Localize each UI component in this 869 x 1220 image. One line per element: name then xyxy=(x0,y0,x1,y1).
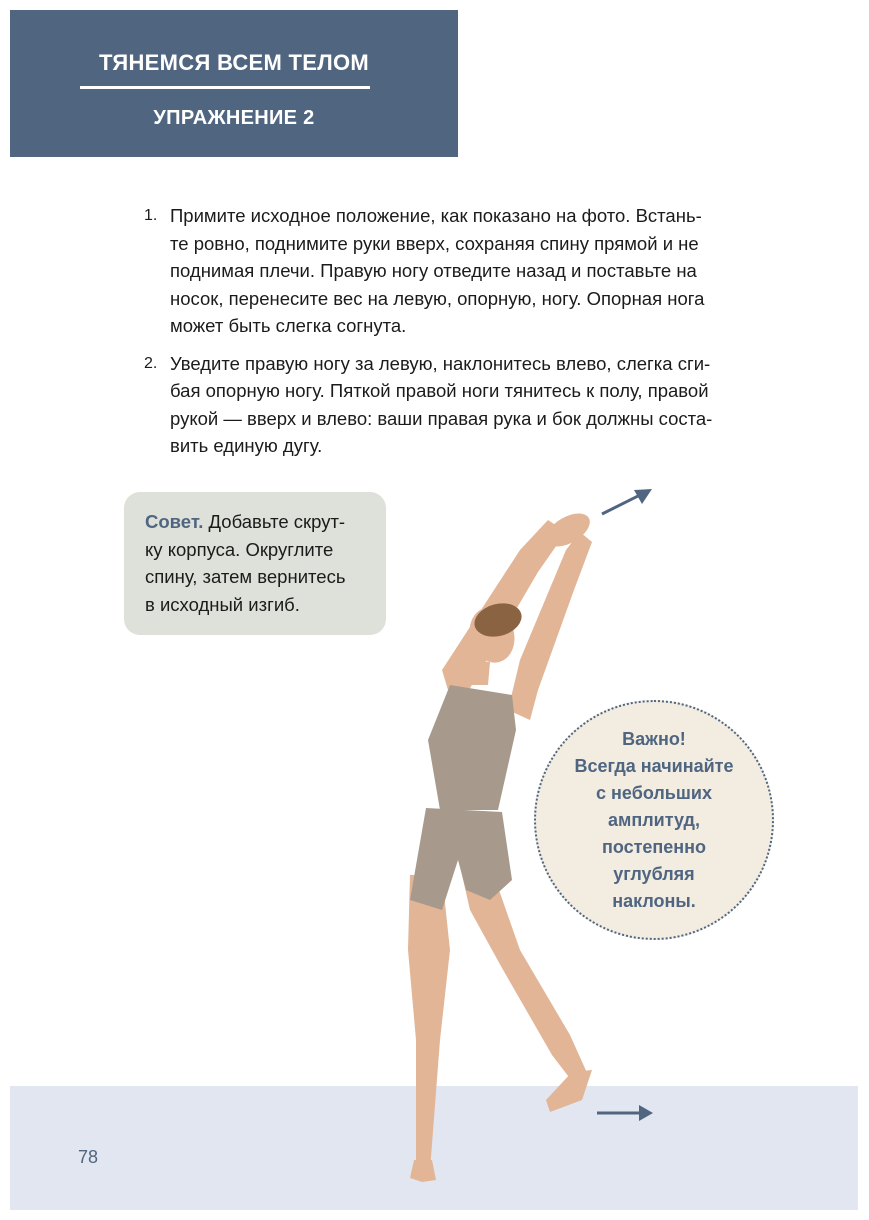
tip-line: Добавьте скрут- xyxy=(203,511,346,532)
tip-line: спину, затем вернитесь xyxy=(145,566,346,587)
exercise-subtitle: УПРАЖНЕНИЕ 2 xyxy=(153,107,315,129)
tip-line: в исходный изгиб. xyxy=(145,593,300,615)
important-line: Важно! xyxy=(622,728,686,749)
important-note xyxy=(534,700,774,940)
step-number: 1. xyxy=(144,207,158,224)
important-line: наклоны. xyxy=(612,890,696,911)
header-divider xyxy=(80,86,370,89)
important-line: амплитуд, xyxy=(608,809,700,830)
step-line: те ровно, поднимите руки вверх, сохраняя спину прямой и не xyxy=(170,232,699,254)
exercise-steps xyxy=(140,202,770,470)
chapter-header xyxy=(10,10,458,157)
important-line: Всегда начинайте xyxy=(574,755,734,776)
important-line: с небольших xyxy=(596,782,712,803)
step-line: рукой — вверх и влево: ваши правая рука и бок должны соста- xyxy=(170,407,713,429)
chapter-title: ТЯНЕМСЯ ВСЕМ ТЕЛОМ xyxy=(98,50,370,75)
step-number: 2. xyxy=(144,354,158,372)
step-line: Уведите правую ногу за левую, наклонитесь влево, слегка сги- xyxy=(170,352,711,374)
step-line: поднимая плечи. Правую ногу отведите назад и поставьте на xyxy=(170,260,697,281)
page-number: 78 xyxy=(78,1147,99,1167)
tip-box xyxy=(124,492,386,635)
step-line: может быть слегка согнута. xyxy=(170,315,407,336)
important-line: углубляя xyxy=(613,863,695,884)
arrow-right-icon xyxy=(597,1102,655,1124)
arrow-up-right-icon xyxy=(600,486,656,518)
step-line: носок, перенесите вес на левую, опорную, ногу. Опорная нога xyxy=(170,287,705,309)
important-line: постепенно xyxy=(601,836,707,857)
step-line: вить единую дугу. xyxy=(170,435,323,456)
step-line: бая опорную ногу. Пяткой правой ноги тянитесь к полу, правой xyxy=(170,380,709,401)
step-item xyxy=(140,202,770,340)
step-line: Примите исходное положение, как показано на фото. Встань- xyxy=(170,205,702,226)
step-item xyxy=(140,350,770,460)
tip-label: Совет. xyxy=(145,511,204,532)
tip-line: ку корпуса. Округлите xyxy=(145,538,334,560)
